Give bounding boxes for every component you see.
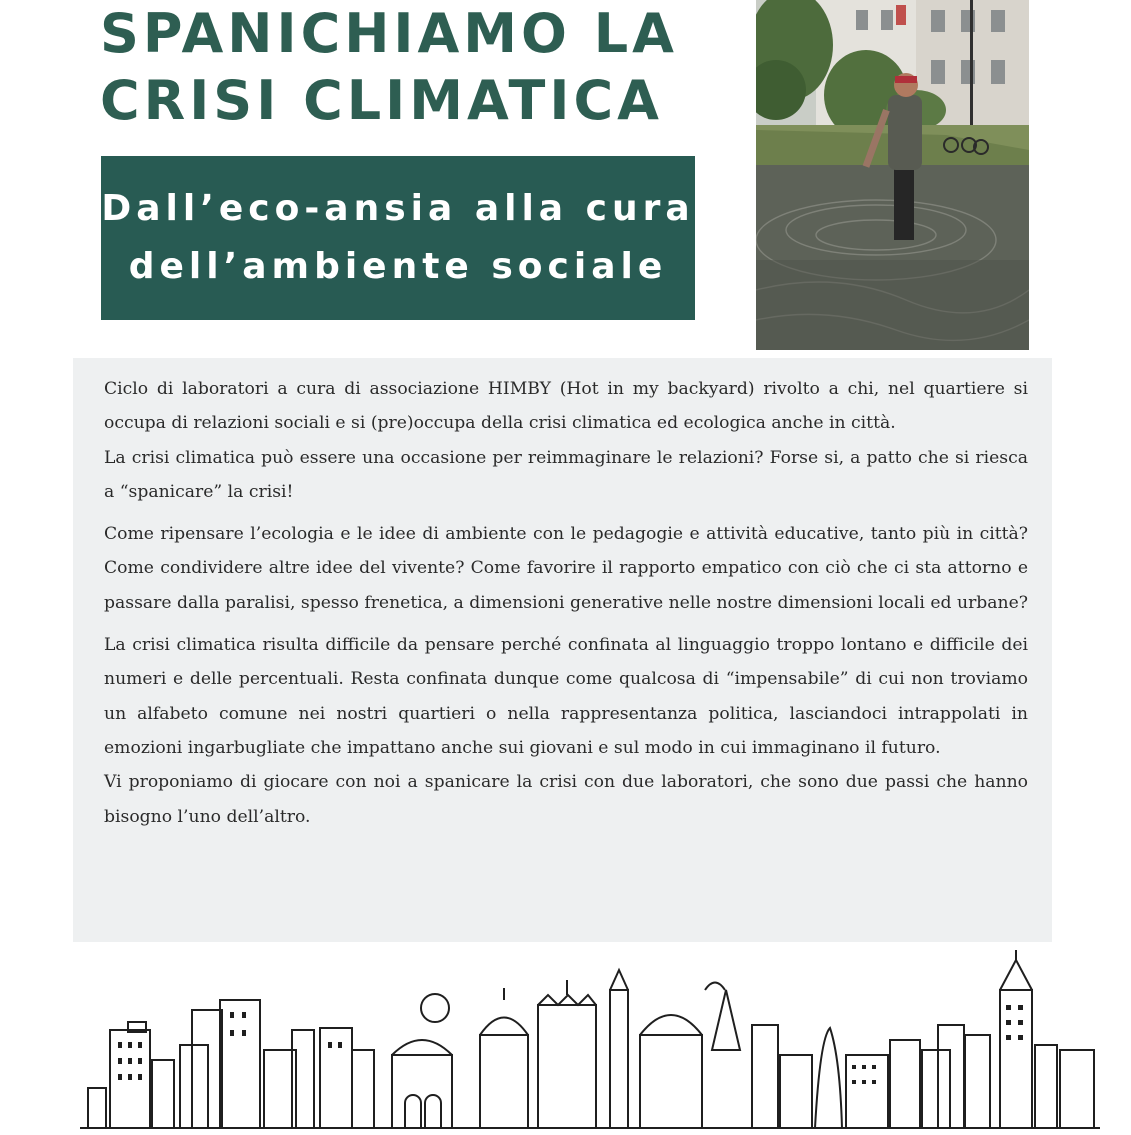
paragraph-5: Vi proponiamo di giocare con noi a spanicare la crisi con due laboratori, che sono due passi che hanno bisogno l’uno dell’altro. — [104, 772, 1028, 827]
title-line-2: CRISI CLIMATICA — [100, 69, 663, 132]
subtitle-banner — [101, 156, 695, 320]
paragraph-3: Come ripensare l’ecologia e le idee di ambiente con le pedagogie e attività educative, tanto più in città? Come condividere altre idee del vivente? Come favorire il rapporto empatico con ciò che ci sta attorno e passare dalla paralisi, spesso frenetica, a dimensioni generative nelle nostre dimensioni locali ed urbane? — [104, 524, 1029, 613]
description-panel — [73, 358, 1052, 942]
subtitle-line-1: Dall’eco-ansia alla cura — [101, 188, 695, 229]
skyline-drawing — [80, 950, 1100, 1131]
paragraph-2: La crisi climatica può essere una occasione per reimmaginare le relazioni? Forse si, a patto che si riesca a “spanicare” la crisi! — [104, 447, 1028, 502]
paragraph-1: Ciclo di laboratori a cura di associazione HIMBY (Hot in my backyard) rivolto a chi, nel quartiere si occupa di relazioni sociali e si (pre)occupa della crisi climatica ed ecologica anche in città. — [104, 379, 1028, 434]
paragraph-4: La crisi climatica risulta difficile da pensare perché confinata al linguaggio troppo lontano e difficile dei numeri e delle percentuali. Resta confinata dunque come qualcosa di “impensabile” di cui non troviamo un alfabeto comune nei nostri quartieri o nella rappresentanza politica, lasciandoci intrappolati in emozioni ingarbugliate che impattano anche sui giovani e sul modo in cui immaginano il futuro. — [104, 635, 1028, 758]
photo-illustration — [756, 0, 1029, 350]
flooded-courtyard-photo — [756, 0, 1029, 350]
title-line-1: SPANICHIAMO LA — [100, 2, 678, 65]
subtitle-line-2: dell’ambiente sociale — [128, 246, 668, 287]
page-title — [100, 0, 740, 134]
city-skyline-illustration — [80, 950, 1100, 1131]
